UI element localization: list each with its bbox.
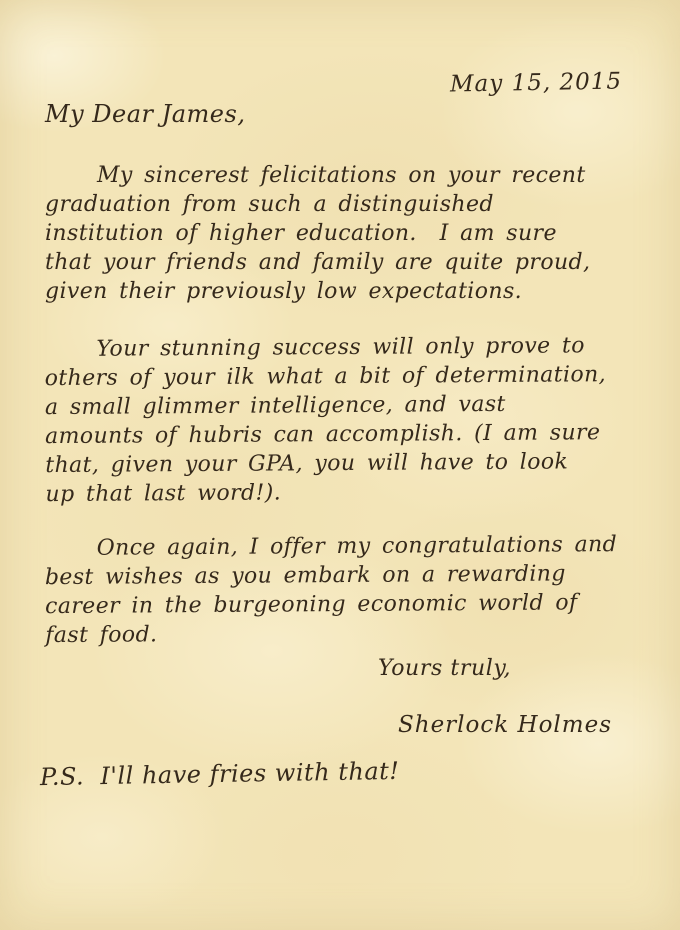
letter-paragraph-2	[44, 331, 645, 509]
letter-line: amounts of hubris can accomplish. (I am sure	[45, 420, 601, 450]
letter-paragraph-3	[45, 530, 646, 650]
letter-salutation: My Dear James,	[45, 100, 246, 128]
letter-line: Once again, I offer my congratulations and	[96, 532, 618, 561]
letter-line: that your friends and family are quite proud,	[45, 250, 591, 275]
letter-line: graduation from such a distinguished	[45, 192, 494, 217]
letter-closing: Yours truly,	[378, 656, 512, 681]
letter-line: given their previously low expectations.	[45, 279, 523, 304]
letter-line: fast food.	[45, 622, 158, 649]
letter-line: Your stunning success will only prove to	[96, 333, 585, 362]
letter-paragraph-1	[45, 161, 645, 306]
letter-line: institution of higher education. I am sure	[45, 221, 557, 246]
letter-line: My sincerest felicitations on your recent	[97, 163, 586, 188]
letter-line: others of your ilk what a bit of determination,	[44, 362, 607, 392]
letter-line: career in the burgeoning economic world of	[45, 590, 578, 620]
letter-postscript: P.S. I'll have fries with that!	[39, 756, 400, 792]
letter-line: best wishes as you embark on a rewarding	[44, 561, 566, 591]
letter-signature: Sherlock Holmes	[398, 712, 612, 738]
letter-date: May 15, 2015	[449, 68, 623, 98]
letter-line: a small glimmer intelligence, and vast	[44, 391, 506, 421]
letter-line: that, given your GPA, you will have to look	[45, 449, 569, 479]
letter-line: up that last word!).	[45, 480, 282, 508]
